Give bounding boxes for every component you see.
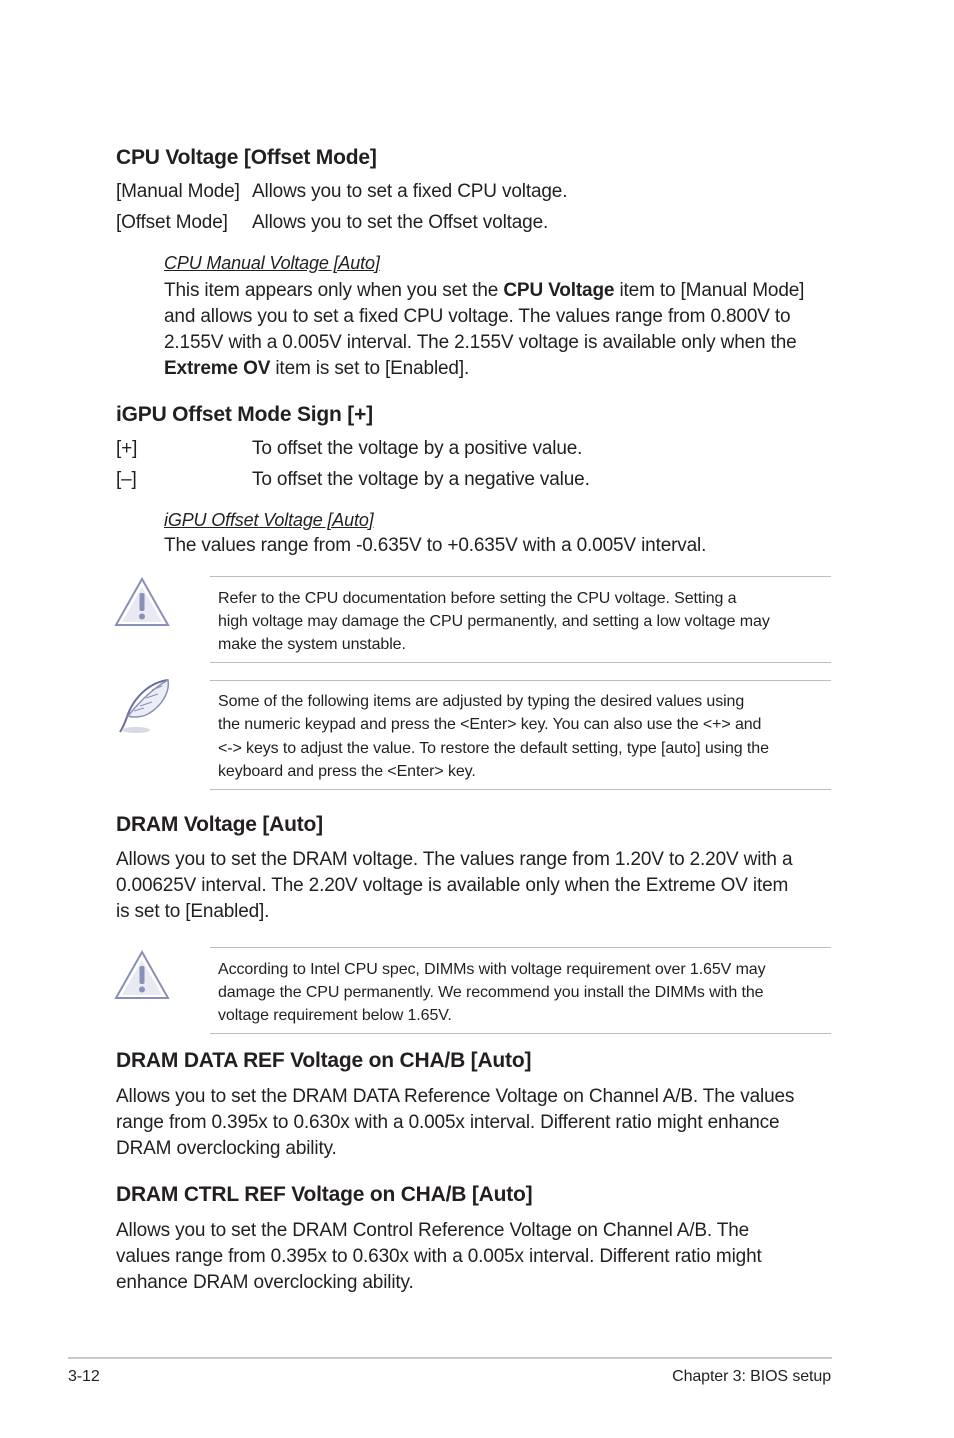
note-bottom-rule [210,789,831,790]
option-desc-manual-mode: Allows you to set a fixed CPU voltage. [252,181,568,202]
note-1-text [218,690,769,783]
desc-line: 2.155V with a 0.005V interval. The 2.155V voltage is available only when the [164,332,797,353]
dram-voltage-description [116,847,792,925]
desc-line: DRAM overclocking ability. [116,1138,337,1159]
desc-line: range from 0.395x to 0.630x with a 0.005x interval. Different ratio might enhance [116,1112,780,1133]
cpu-voltage-heading: CPU Voltage [Offset Mode] [116,146,377,169]
caution-bottom-rule [210,1033,831,1034]
option-key-plus: [+] [116,438,138,459]
footer-rule [68,1357,832,1359]
desc-bold-extreme-ov: Extreme OV [164,358,271,379]
caution-line: damage the CPU permanently. We recommend you install the DIMMs with the [218,984,764,1001]
desc-line: Allows you to set the DRAM DATA Reference Voltage on Channel A/B. The values [116,1086,795,1107]
warning-triangle-icon [114,577,170,629]
caution-line: high voltage may damage the CPU permanently, and setting a low voltage may [218,613,770,630]
igpu-offset-voltage-description: The values range from -0.635V to +0.635V with a 0.005V interval. [164,535,707,556]
caution-2-text [218,958,766,1027]
cpu-manual-voltage-subtitle: CPU Manual Voltage [Auto] [164,253,380,273]
cpu-manual-voltage-description [164,278,804,382]
note-top-rule [210,680,831,681]
caution-1-text [218,587,770,656]
option-key-minus: [–] [116,469,137,490]
chapter-title: Chapter 3: BIOS setup [672,1368,831,1385]
desc-line: 0.00625V interval. The 2.20V voltage is available only when the Extreme OV item [116,875,789,896]
desc-line: Allows you to set the DRAM voltage. The values range from 1.20V to 2.20V with a [116,849,793,870]
dram-data-ref-heading: DRAM DATA REF Voltage on CHA/B [Auto] [116,1049,532,1072]
desc-line: is set to [Enabled]. [116,901,270,922]
option-key-offset-mode: [Offset Mode] [116,212,228,233]
desc-text: item is set to [Enabled]. [270,358,470,379]
option-key-manual-mode: [Manual Mode] [116,181,240,202]
desc-bold-cpu-voltage: CPU Voltage [503,280,615,301]
page-number: 3-12 [68,1368,100,1385]
desc-line: enhance DRAM overclocking ability. [116,1272,414,1293]
igpu-sign-heading: iGPU Offset Mode Sign [+] [116,403,373,426]
caution-top-rule [210,947,831,948]
desc-text: item to [Manual Mode] [614,280,805,301]
caution-line: Refer to the CPU documentation before setting the CPU voltage. Setting a [218,590,737,607]
warning-triangle-icon [114,950,170,1002]
dram-voltage-heading: DRAM Voltage [Auto] [116,813,323,836]
caution-top-rule [210,576,831,577]
caution-line: make the system unstable. [218,636,406,653]
desc-line: values range from 0.395x to 0.630x with a 0.005x interval. Different ratio might [116,1246,762,1267]
caution-line: voltage requirement below 1.65V. [218,1007,452,1024]
feather-pen-icon [112,676,174,736]
dram-ctrl-ref-heading: DRAM CTRL REF Voltage on CHA/B [Auto] [116,1183,533,1206]
igpu-offset-voltage-subtitle: iGPU Offset Voltage [Auto] [164,510,374,530]
note-line: keyboard and press the <Enter> key. [218,762,476,780]
option-desc-offset-mode: Allows you to set the Offset voltage. [252,212,549,233]
note-line: Some of the following items are adjusted by typing the desired values using [218,693,745,710]
note-line: <-> keys to adjust the value. To restore the default setting, type [auto] using the [218,739,769,757]
desc-line: and allows you to set a fixed CPU voltage. The values range from 0.800V to [164,306,791,327]
option-desc-plus: To offset the voltage by a positive value. [252,438,583,459]
note-line: the numeric keypad and press the <Enter> key. You can also use the <+> and [218,716,762,734]
desc-text: This item appears only when you set the [164,280,504,301]
dram-ctrl-ref-description [116,1218,762,1296]
caution-bottom-rule [210,662,831,663]
caution-line: According to Intel CPU spec, DIMMs with voltage requirement over 1.65V may [218,961,766,978]
dram-data-ref-description [116,1084,794,1162]
desc-line: Allows you to set the DRAM Control Reference Voltage on Channel A/B. The [116,1220,750,1241]
option-desc-minus: To offset the voltage by a negative value. [252,469,590,490]
